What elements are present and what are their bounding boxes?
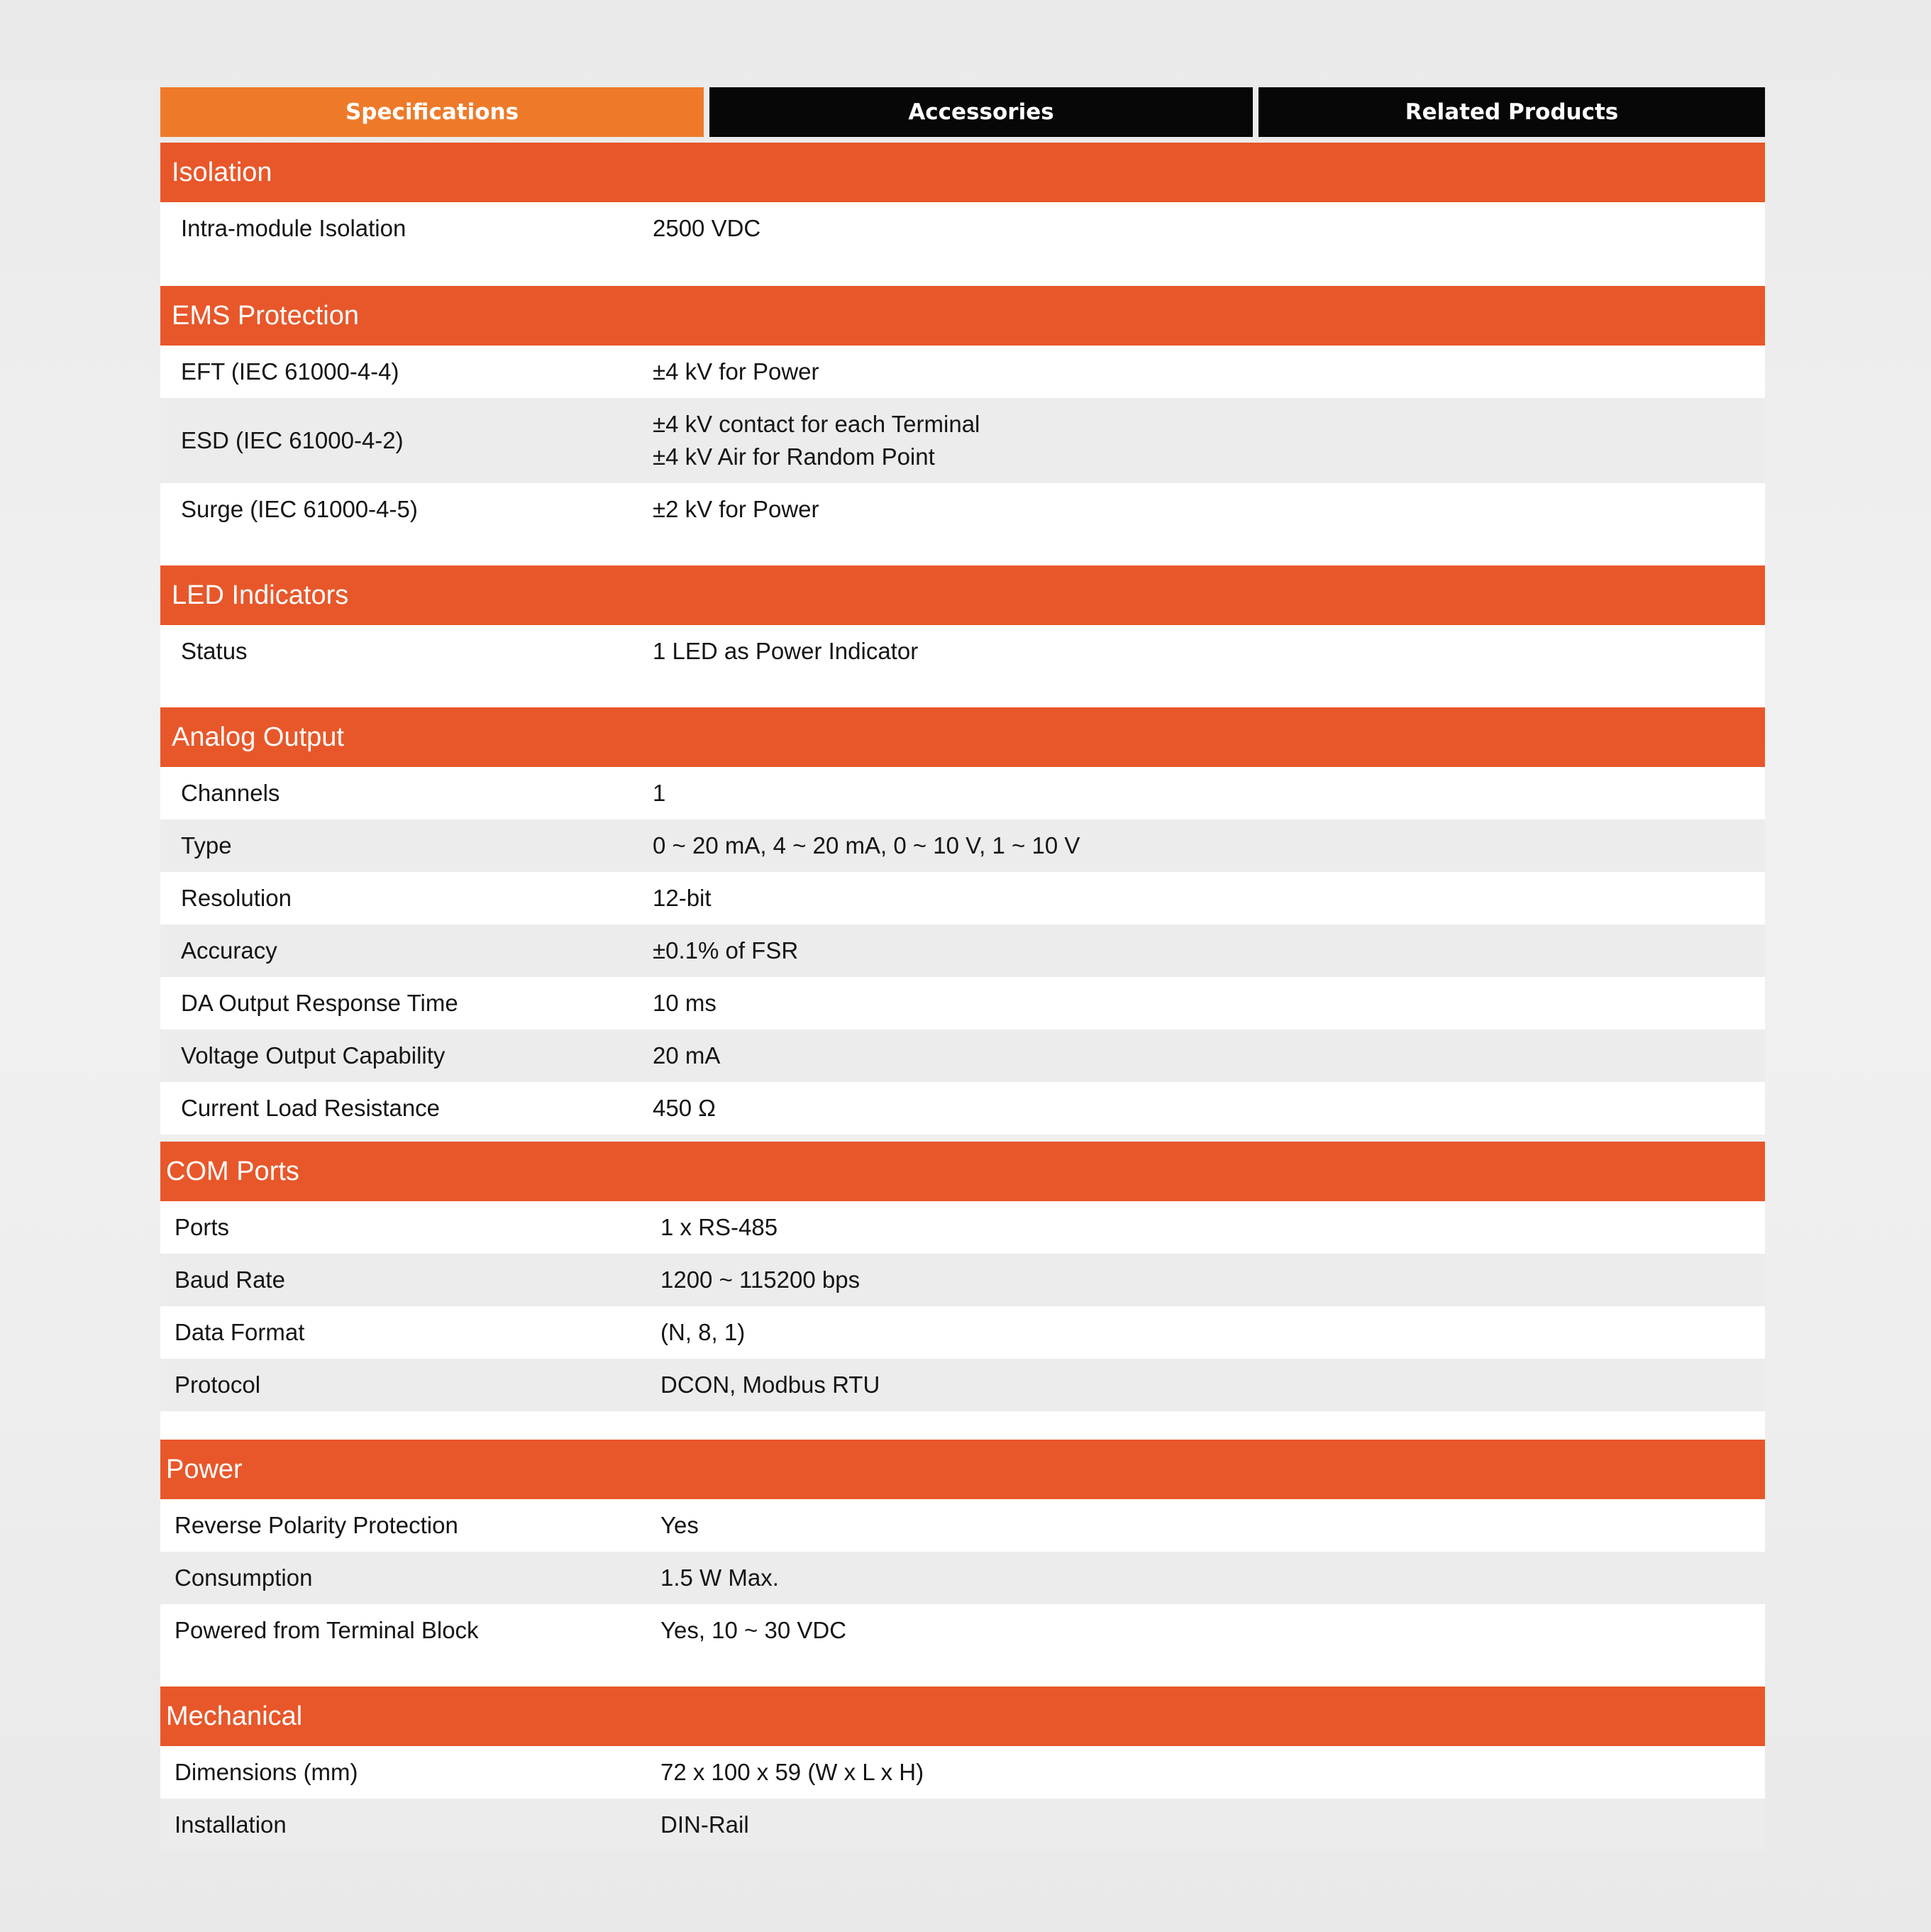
spec-row bbox=[160, 346, 1765, 398]
spec-value: 72 x 100 x 59 (W x L x H) bbox=[660, 1759, 924, 1785]
spec-value bbox=[653, 408, 1765, 473]
spec-value: ±2 kV for Power bbox=[653, 496, 819, 522]
spec-label: Resolution bbox=[181, 885, 292, 911]
spec-value: 20 mA bbox=[653, 1042, 721, 1069]
spec-label: Consumption bbox=[175, 1564, 313, 1591]
spec-label: Reverse Polarity Protection bbox=[175, 1512, 458, 1538]
spec-label: Dimensions (mm) bbox=[175, 1759, 358, 1785]
spec-value: 0 ~ 20 mA, 4 ~ 20 mA, 0 ~ 10 V, 1 ~ 10 V bbox=[653, 832, 1080, 859]
spec-label: Status bbox=[181, 638, 248, 664]
spec-value: Yes bbox=[660, 1512, 699, 1538]
spec-value: 1 LED as Power Indicator bbox=[653, 638, 919, 664]
spec-label: ESD (IEC 61000-4-2) bbox=[181, 427, 404, 453]
tab-specifications[interactable]: Specifications bbox=[160, 87, 704, 137]
spec-row bbox=[160, 398, 1765, 483]
section-header-com-ports: COM Ports bbox=[160, 1142, 1765, 1201]
spec-label: Voltage Output Capability bbox=[181, 1042, 446, 1069]
spec-value: ±0.1% of FSR bbox=[653, 937, 799, 964]
spec-label: Ports bbox=[175, 1214, 230, 1240]
spec-value: 12-bit bbox=[653, 885, 712, 911]
spec-label: Protocol bbox=[175, 1371, 261, 1398]
spec-value: 450 Ω bbox=[653, 1095, 716, 1121]
spec-value: 1200 ~ 115200 bps bbox=[660, 1266, 861, 1293]
spec-value: DCON, Modbus RTU bbox=[660, 1371, 880, 1398]
spec-row bbox=[160, 872, 1765, 924]
spec-value-line: ±4 kV contact for each Terminal bbox=[653, 411, 980, 437]
spec-value: 1 bbox=[653, 780, 666, 806]
tab-bar bbox=[160, 87, 1765, 137]
section-header-led-indicators: LED Indicators bbox=[160, 565, 1765, 625]
spec-label: Installation bbox=[175, 1811, 287, 1838]
spec-value: (N, 8, 1) bbox=[660, 1319, 746, 1345]
spec-value: 1 x RS-485 bbox=[660, 1214, 778, 1240]
section-spacer bbox=[160, 678, 1765, 707]
spec-label: Type bbox=[181, 832, 232, 859]
spec-row bbox=[160, 1201, 1765, 1254]
spec-label: Intra-module Isolation bbox=[181, 215, 406, 241]
spec-value: Yes, 10 ~ 30 VDC bbox=[660, 1617, 847, 1643]
section-spacer bbox=[160, 1411, 1765, 1440]
spec-label: Surge (IEC 61000-4-5) bbox=[181, 496, 418, 522]
section-spacer bbox=[160, 1135, 1765, 1142]
spec-row bbox=[160, 1604, 1765, 1657]
spec-row bbox=[160, 1254, 1765, 1306]
spec-row bbox=[160, 1306, 1765, 1359]
spec-row bbox=[160, 977, 1765, 1030]
spec-row bbox=[160, 767, 1765, 819]
spec-label: EFT (IEC 61000-4-4) bbox=[181, 358, 399, 385]
section-header-mechanical: Mechanical bbox=[160, 1687, 1765, 1746]
spec-value: 10 ms bbox=[653, 990, 716, 1016]
section-header-isolation: Isolation bbox=[160, 143, 1765, 202]
spec-row bbox=[160, 483, 1765, 536]
spec-label: Data Format bbox=[175, 1319, 305, 1345]
tab-accessories[interactable]: Accessories bbox=[709, 87, 1253, 137]
spec-row bbox=[160, 1082, 1765, 1135]
section-spacer bbox=[160, 255, 1765, 286]
spec-row bbox=[160, 1746, 1765, 1799]
spec-row bbox=[160, 819, 1765, 872]
tab-related-products[interactable]: Related Products bbox=[1258, 87, 1765, 137]
spec-row bbox=[160, 1030, 1765, 1082]
spec-row bbox=[160, 625, 1765, 678]
spec-row bbox=[160, 924, 1765, 977]
spec-row bbox=[160, 202, 1765, 255]
spec-row bbox=[160, 1552, 1765, 1604]
spec-label: Baud Rate bbox=[175, 1266, 285, 1293]
spec-value: ±4 kV for Power bbox=[653, 358, 819, 385]
spec-label: DA Output Response Time bbox=[181, 990, 458, 1016]
section-spacer bbox=[160, 536, 1765, 565]
spec-label: Accuracy bbox=[181, 937, 277, 964]
spec-row bbox=[160, 1359, 1765, 1411]
spec-value: 1.5 W Max. bbox=[660, 1564, 779, 1591]
section-header-ems-protection: EMS Protection bbox=[160, 286, 1765, 346]
spec-row bbox=[160, 1799, 1765, 1851]
spec-value-line: ±4 kV Air for Random Point bbox=[653, 443, 935, 470]
spec-value: 2500 VDC bbox=[653, 215, 761, 241]
section-header-power: Power bbox=[160, 1440, 1765, 1499]
spec-value: DIN-Rail bbox=[660, 1811, 749, 1838]
spec-label: Channels bbox=[181, 780, 280, 806]
section-spacer bbox=[160, 1657, 1765, 1687]
spec-label: Current Load Resistance bbox=[181, 1095, 441, 1121]
spec-panel bbox=[160, 87, 1765, 1851]
section-header-analog-output: Analog Output bbox=[160, 707, 1765, 767]
spec-label: Powered from Terminal Block bbox=[175, 1617, 479, 1643]
spec-row bbox=[160, 1499, 1765, 1552]
